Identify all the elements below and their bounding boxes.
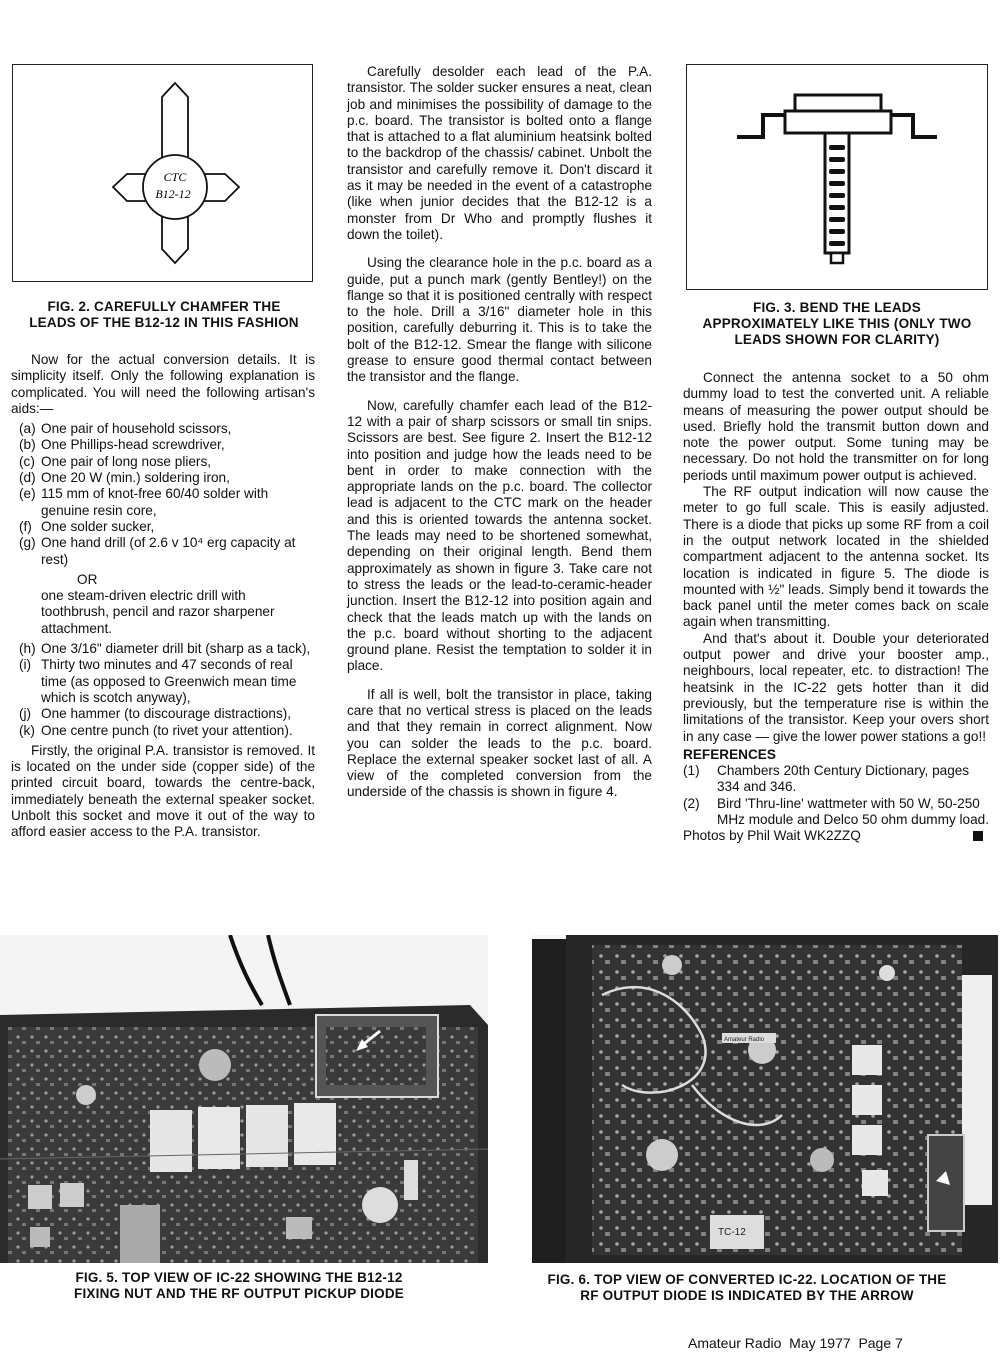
column-1 — [11, 352, 315, 841]
photo-credit: Photos by Phil Wait WK2ZZQ — [683, 828, 861, 844]
list-item — [11, 437, 315, 453]
list-item-label: (h) — [19, 641, 36, 657]
col1-intro-paragraph: Now for the actual conversion details. It is simplicity itself. Only the following explanation is complicated. You will need the following artisan's aids:— — [11, 352, 315, 416]
col1-firstly-paragraph: Firstly, the original P.A. transistor is removed. It is located on the under side (copper side) of the printed circuit board, towards the centre-back, immediately beneath the external speaker socket. Unbolt this socket and move it out of the way to afford easier access to the P.A. transistor. — [11, 742, 315, 840]
list-item-text: Thirty two minutes and 47 seconds of real time (as opposed to Greenwich mean time which is scotch anyway), — [41, 657, 297, 705]
col3-paragraph-1: Connect the antenna socket to a 50 ohm dummy load to test the converted unit. A reliable means of measuring the power output should be used. Briefly hold the transmit button down and note the power output. Some tuning may be necessary. Do not hold the transmitter on for long periods until maximum power output is achieved. — [683, 370, 989, 483]
fig2-transistor-drawing — [13, 65, 312, 281]
fig3-caption — [680, 300, 994, 348]
reference-item — [683, 796, 989, 829]
list-item-text: 115 mm of knot-free 60/40 solder with genuine resin core, — [41, 486, 269, 518]
fig6-circuit-board-image — [532, 935, 1000, 1263]
footer-issue: May 1977 — [789, 1335, 851, 1351]
fig2-caption-line1: FIG. 2. CAREFULLY CHAMFER THE — [47, 299, 281, 314]
list-item — [11, 657, 315, 706]
list-item — [11, 421, 315, 437]
fig2-frame — [12, 64, 313, 282]
footer-magazine: Amateur Radio — [688, 1335, 782, 1351]
column-2 — [347, 64, 652, 801]
tools-list — [11, 421, 315, 568]
list-item — [11, 486, 315, 519]
list-item-label: (k) — [19, 722, 35, 738]
list-item — [11, 519, 315, 535]
list-item-text: One Phillips-head screwdriver, — [41, 437, 225, 453]
list-item-text: One centre punch (to rivet your attention). — [41, 722, 293, 738]
list-item-text: One hand drill (of 2.6 v 10⁴ erg capacity at rest) — [41, 535, 296, 567]
col2-paragraph-3: Now, carefully chamfer each lead of the B12-12 with a pair of sharp scissors or small tin snips. Scissors are best. See figure 2. Insert the B12-12 into position and judge how the leads need to be bent in order to make connection with the appropriate lands on the p.c. board. The collector lead is adjacent to the CTC mark on the header and this is oriented towards the antenna socket. The leads may need to be shortened somewhat, depending on their original length. Bend them approximately as shown in figure 3. Take care not to stress the leads or the lead-to-ceramic-header junction. Insert the B12-12 into position again and check that the leads match up with the lands on the p.c. board without shorting to the adjacent ground plane. Resist the temptation to solder it in place. — [347, 397, 652, 674]
reference-label: (1) — [683, 763, 700, 779]
fig6-caption — [522, 1272, 972, 1304]
page-footer — [688, 1335, 903, 1351]
list-item — [11, 723, 315, 739]
list-item — [11, 706, 315, 722]
list-item-label: (g) — [19, 535, 36, 551]
list-item-text: One pair of household scissors, — [41, 421, 232, 437]
col3-paragraph-2: The RF output indication will now cause the meter to go full scale. This is easily adjusted. There is a diode that picks up some RF from a coil in the output network located in the shielded compartment adjacent to the antenna socket. Its location is indicated in figure 5. The diode is mounted with ½" leads. Simply bend it towards the back panel until the meter comes back on scale again when transmitting. — [683, 484, 989, 630]
col2-paragraph-4: If all is well, bolt the transistor in place, taking care that no vertical stress is placed on the leads and that they remain in correct alignment. Now you can solder the leads to the p.c. board. Replace the external speaker socket last of all. A view of the completed conversion from the underside of the chassis is shown in figure 4. — [347, 686, 652, 800]
fig2-chip-text-part: B12-12 — [155, 187, 191, 201]
list-item — [11, 535, 315, 568]
fig5-photo — [0, 935, 488, 1263]
col2-paragraph-2: Using the clearance hole in the p.c. board as a guide, put a punch mark (gently Bentley!) on the flange so that it is positioned centrally with respect to the hole. Drill a 3/16" diameter hole in this position, carefully deburring it. This is to take the bolt of the B12-12. Smear the flange with silicone grease to ensure good thermal contact between the transistor and the flange. — [347, 255, 652, 385]
fig3-caption-line3: LEADS SHOWN FOR CLARITY) — [734, 332, 940, 347]
list-item-text: One hammer (to discourage distractions), — [41, 706, 292, 722]
list-item-label: (f) — [19, 518, 32, 534]
column-3 — [683, 370, 989, 845]
list-item-label: (b) — [19, 437, 36, 453]
fig6-caption-line2: RF OUTPUT DIODE IS INDICATED BY THE ARROW — [580, 1288, 914, 1303]
references-heading: REFERENCES — [683, 746, 776, 762]
list-item-text: One pair of long nose pliers, — [41, 453, 212, 469]
or-separator: OR — [77, 571, 98, 587]
alt-tool-text: one steam-driven electric drill with toothbrush, pencil and razor sharpener attachment. — [41, 588, 275, 636]
fig6-strip-label: Amateur Radio — [724, 1037, 765, 1043]
list-item-text: One 3/16" diameter drill bit (sharp as a tack), — [41, 641, 311, 657]
references-list — [683, 763, 989, 828]
photo-credit-line — [683, 828, 989, 844]
fig2-caption — [8, 299, 320, 331]
reference-text: Bird 'Thru-line' wattmeter with 50 W, 50-250 MHz module and Delco 50 ohm dummy load. — [717, 795, 990, 828]
reference-label: (2) — [683, 795, 700, 811]
list-item-label: (e) — [19, 486, 36, 502]
reference-item — [683, 763, 989, 796]
reference-text: Chambers 20th Century Dictionary, pages 334 and 346. — [717, 763, 970, 795]
footer-page: Page 7 — [858, 1335, 903, 1351]
col2-paragraph-1: Carefully desolder each lead of the P.A. transistor. The solder sucker ensures a neat, clean job and minimises the possibility of damage to the p.c. board. The transistor is bolted onto a flange that is attached to a flat aluminium heatsink bolted to the backdrop of the chassis/ cabinet. Unbolt the transistor and carefully remove it. Don't discard it as it may be needed in the event of a catastrophe (like when junior decides that the B12-12 is a monster from Dr Who and promptly flushes it down the toilet). — [347, 64, 652, 242]
end-of-article-mark — [973, 831, 983, 841]
list-item — [11, 470, 315, 486]
col3-paragraph-3: And that's about it. Double your deteriorated output power and drive your booster amp., neighbours, local repeater, etc. to distraction! The heatsink in the IC-22 gets hotter than it did previously, but the temperature rise is within the limitations of the transistor. Keep your overs short in any case — give the lower power stations a go!! — [683, 630, 989, 744]
fig5-circuit-board-image — [0, 935, 488, 1263]
fig6-photo — [532, 935, 1000, 1263]
fig3-caption-line2: APPROXIMATELY LIKE THIS (ONLY TWO — [702, 316, 972, 331]
list-item-label: (c) — [19, 453, 35, 469]
list-item — [11, 454, 315, 470]
list-item-label: (a) — [19, 421, 36, 437]
fig6-tc-label: TC-12 — [718, 1227, 746, 1238]
fig5-caption-line2: FIXING NUT AND THE RF OUTPUT PICKUP DIODE — [74, 1286, 404, 1301]
list-item-label: (d) — [19, 470, 36, 486]
fig3-frame — [686, 64, 988, 290]
fig5-caption — [30, 1270, 448, 1302]
fig5-caption-line1: FIG. 5. TOP VIEW OF IC-22 SHOWING THE B12-12 — [75, 1270, 403, 1285]
list-item — [11, 641, 315, 657]
list-item-text: One 20 W (min.) soldering iron, — [41, 470, 230, 486]
fig6-caption-line1: FIG. 6. TOP VIEW OF CONVERTED IC-22. LOCATION OF THE — [547, 1272, 947, 1287]
list-item-label: (i) — [19, 657, 32, 673]
tools-list-continued — [11, 641, 315, 739]
fig3-bent-leads-drawing — [687, 65, 987, 289]
fig2-chip-text-ctc: CTC — [163, 170, 187, 184]
fig2-caption-line2: LEADS OF THE B12-12 IN THIS FASHION — [29, 315, 299, 330]
list-item-text: One solder sucker, — [41, 518, 155, 534]
fig3-caption-line1: FIG. 3. BEND THE LEADS — [753, 300, 921, 315]
list-item-label: (j) — [19, 706, 32, 722]
